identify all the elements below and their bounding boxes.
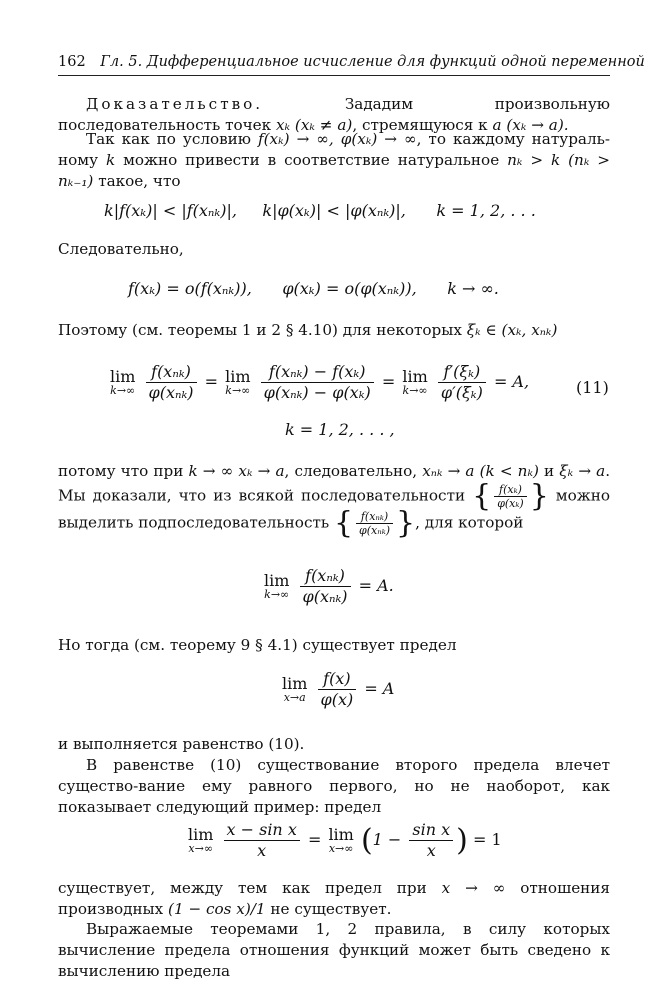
limit-function-formula: lim x→a $\frac{f(x)}{\varphi(x)}$ = A xyxy=(282,669,395,709)
paragraph-rules: Выражаемые теоремами 1, 2 правила, в силу которых вычисление предела отношения функций может быть сведено к вычислению предела xyxy=(58,920,610,980)
paragraph-hence: Следовательно, xyxy=(58,240,184,258)
running-title: Гл. 5. Дифференциальное исчисление для функций одной переменной xyxy=(100,54,645,70)
inequality-formula: k|f(xₖ)| < |f(xₙₖ)|, k|φ(xₖ)| < |φ(xₙₖ)|, k = 1, 2, . . . xyxy=(104,201,536,220)
k-range: k = 1, 2, . . . , xyxy=(285,420,395,439)
paragraph-proof-start: Доказательство. Зададим произвольную последовательность точек xₖ (xₖ ≠ a), стремящуюся к a (xₖ → a). xyxy=(58,95,610,134)
paragraph-condition: Так как по условию f(xₖ) → ∞, φ(xₖ) → ∞, то каждому натураль-ному k можно привести в соответствие натуральное nₖ > k (nₖ > nₖ₋₁) такое, что xyxy=(58,130,611,190)
equation-number: (11) xyxy=(576,378,609,397)
running-header xyxy=(58,54,645,76)
proof-word: Доказательство. xyxy=(86,95,264,113)
paragraph-therefore: Поэтому (см. теоремы 1 и 2 § 4.10) для некоторых ξₖ ∈ (xₖ, xₙₖ) xyxy=(58,321,558,339)
paragraph-because: потому что при k → ∞ xₖ → a, следовательно, xₙₖ → a (k < nₖ) и ξₖ → a. Мы доказали, что из всякой последовательности { $\frac{\text{f(xₖ)}}{\text{φ(xₖ)}}$ } можно выделить подпоследовательность { $\frac{\text{f(xₙₖ)}}{\text{φ(xₙₖ)}}$ }, для которой xyxy=(58,462,611,541)
paragraph-equality: и выполняется равенство (10). xyxy=(58,735,305,753)
paragraph-then: Но тогда (см. теорему 9 § 4.1) существует предел xyxy=(58,636,457,654)
page-number: 162 xyxy=(58,54,86,70)
limit-chain-formula-11: lim k→∞ $\frac{\text{f(xₙₖ)}}{\text{φ(xₙₖ)}}$ = lim k→∞ $\frac{\text{f(xₙₖ) − f(xₖ)}}{\text{φ(xₙₖ) − φ(xₖ)}}$ = lim k→∞ $\frac{\text{f′(ξₖ)}}{\text{φ′(ξₖ)}}$ = A, xyxy=(110,362,530,402)
little-o-formula: f(xₖ) = o(f(xₙₖ)), φ(xₖ) = o(φ(xₙₖ)), k → ∞. xyxy=(128,279,499,298)
paragraph-exists: существует, между тем как предел при x → ∞ отношения производных (1 − cos x)/1 не существует. xyxy=(58,879,611,918)
limit-subsequence-formula: lim k→∞ $\frac{\text{f(xₙₖ)}}{\text{φ(xₙₖ)}}$ = A. xyxy=(264,566,394,606)
paragraph-remark: В равенстве (10) существование второго предела влечет существо-вание ему равного первого, но не наоборот, как показывает следующий пример: предел xyxy=(58,756,610,816)
example-limit-formula: lim x→∞ $\frac{\text{x − sin x}}{x}$ = lim x→∞ (1 − $\frac{\text{sin x}}{x}$ ) = 1 xyxy=(188,820,502,860)
